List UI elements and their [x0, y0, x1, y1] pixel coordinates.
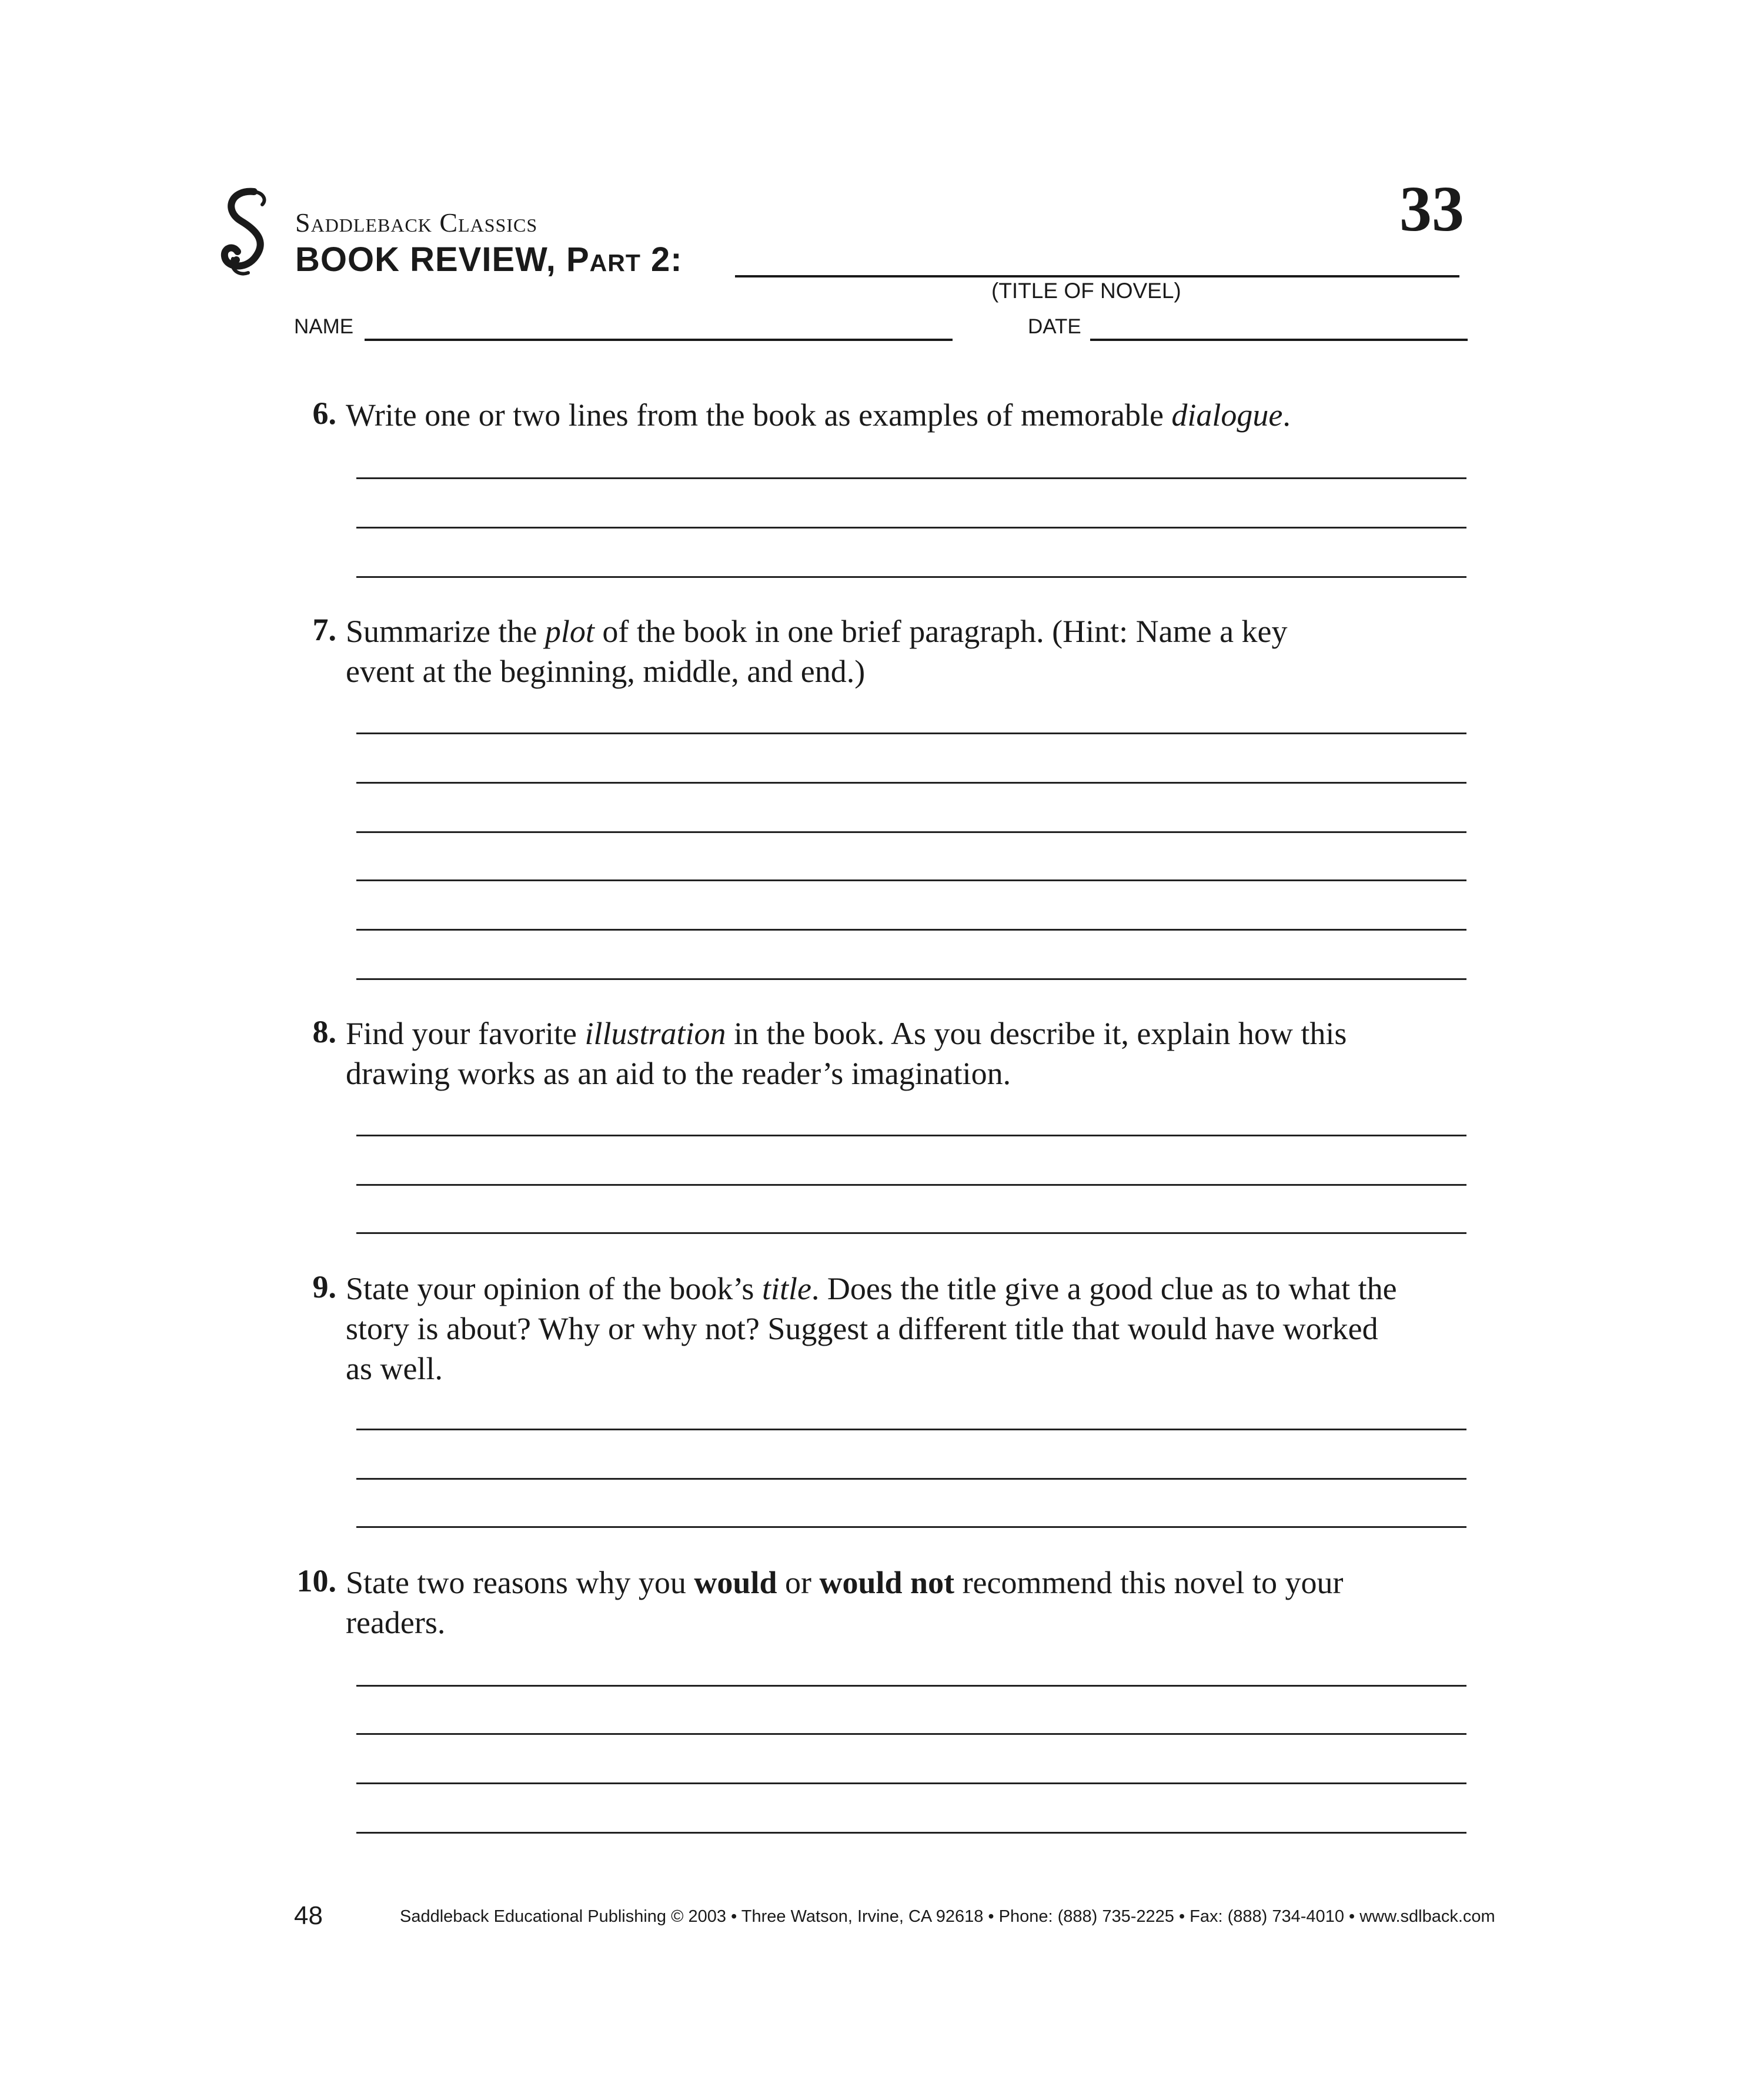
answer-line[interactable] — [356, 1232, 1466, 1234]
question-number: 10. — [296, 1563, 336, 1598]
novel-title-field[interactable] — [735, 275, 1459, 277]
answer-line[interactable] — [356, 1526, 1466, 1528]
question-text: Write one or two lines from the book as examples of memorable dialogue. — [346, 397, 1291, 433]
answer-line[interactable] — [356, 1429, 1466, 1430]
worksheet-title — [295, 240, 683, 279]
answer-line[interactable] — [356, 527, 1466, 529]
question-number: 6. — [312, 396, 336, 431]
name-field[interactable] — [365, 339, 953, 341]
question-text: State your opinion of the book’s title. Does the title give a good clue as to what the story is about? Why or why not? Suggest a different title that would have worked as well. — [346, 1271, 1397, 1386]
question-text: State two reasons why you would or would not recommend this novel to your readers. — [346, 1565, 1344, 1640]
answer-line[interactable] — [356, 1685, 1466, 1687]
answer-line[interactable] — [356, 1135, 1466, 1136]
answer-line[interactable] — [356, 1184, 1466, 1186]
answer-line[interactable] — [356, 1832, 1466, 1834]
date-label: DATE — [1028, 315, 1081, 338]
worksheet-title-main: BOOK REVIEW, — [295, 240, 556, 279]
answer-line[interactable] — [356, 929, 1466, 931]
saddleback-logo-icon — [213, 187, 283, 281]
question-number: 7. — [312, 612, 336, 647]
answer-line[interactable] — [356, 831, 1466, 833]
answer-line[interactable] — [356, 477, 1466, 479]
question-number: 8. — [312, 1014, 336, 1049]
answer-line[interactable] — [356, 879, 1466, 881]
answer-line[interactable] — [356, 1733, 1466, 1735]
question-text: Find your favorite illustration in the book. As you describe it, explain how this drawing works as an aid to the reader’s imagination. — [346, 1016, 1347, 1091]
question-text: Summarize the plot of the book in one brief paragraph. (Hint: Name a key event at the beginning, middle, and end.) — [346, 614, 1288, 689]
answer-line[interactable] — [356, 978, 1466, 980]
publisher-footer: Saddleback Educational Publishing © 2003 • Three Watson, Irvine, CA 92618 • Phone: (888) 735-2225 • Fax: (888) 734-4010 • www.sdlback.com — [400, 1907, 1495, 1926]
question-number: 9. — [312, 1269, 336, 1305]
worksheet-number: 33 — [1399, 173, 1464, 245]
series-name: Saddleback Classics — [295, 208, 538, 238]
date-field[interactable] — [1090, 339, 1468, 341]
answer-line[interactable] — [356, 1782, 1466, 1784]
answer-line[interactable] — [356, 576, 1466, 578]
novel-title-caption: (TITLE OF NOVEL) — [991, 279, 1181, 303]
page-number: 48 — [294, 1901, 323, 1930]
name-label: NAME — [294, 315, 354, 338]
answer-line[interactable] — [356, 1478, 1466, 1480]
answer-line[interactable] — [356, 733, 1466, 734]
answer-line[interactable] — [356, 782, 1466, 784]
worksheet-title-part: Part 2: — [566, 240, 683, 279]
